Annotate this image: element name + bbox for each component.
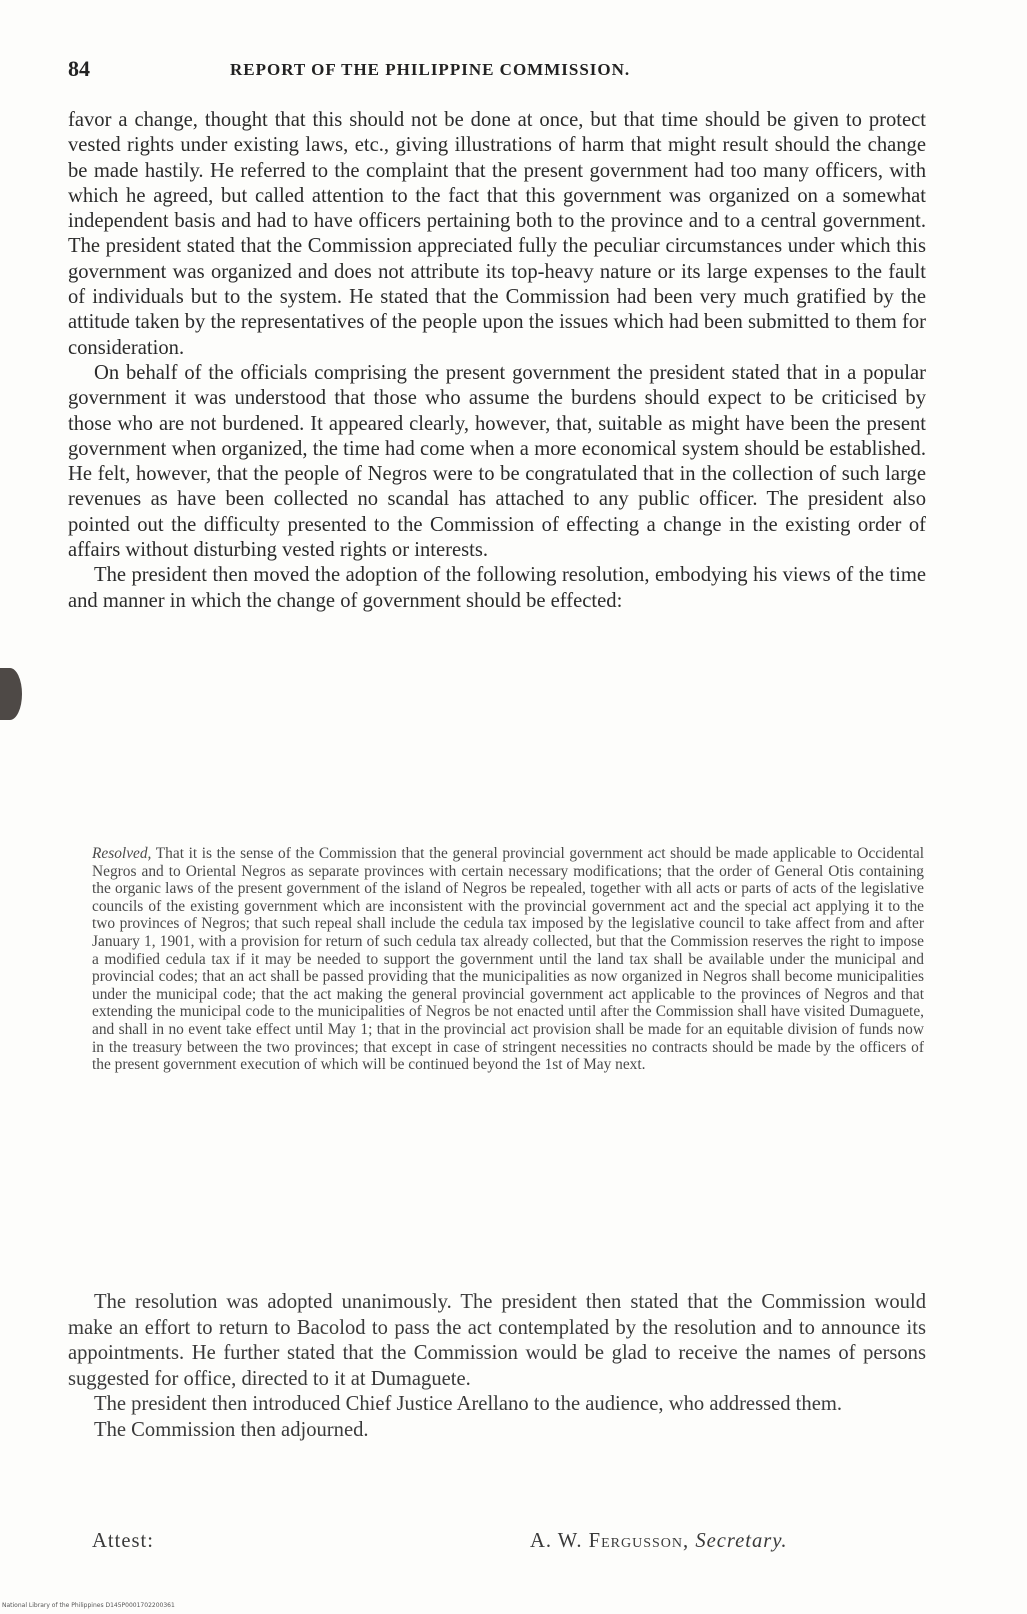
paragraph-introduction: The president then introduced Chief Justice Arellano to the audience, who addressed them.: [94, 1393, 843, 1415]
attest-label: Attest:: [92, 1530, 154, 1552]
paragraph-motion: The president then moved the adoption of the following resolution, embodying his views of the time and manner in which the change of government should be effected:: [68, 564, 926, 612]
resolution-block: [92, 845, 924, 1074]
page-number: 84: [68, 56, 90, 81]
resolution-text: That it is the sense of the Commission that the general provincial government act should be made applicable to Occidental Negros and to Oriental Negros as separate provinces with certain necessary modifications; that the order of General Otis containing the organic laws of the present government of the island of Negros be repealed, together with all acts or parts of acts of the legislative councils of the existing government which are inconsistent with the provincial government act and the special act applying it to the two provinces of Negros; that such repeal shall include the cedula tax imposed by the legislative council to take affect from and after January 1, 1901, with a provision for return of such cedula tax already collected, but that the Commission reserves the right to impose a modified cedula tax if it may be needed to support the government until the land tax shall be available under the municipal and provincial codes; that an act shall be passed providing that the municipalities as now organized in Negros shall become municipalities under the municipal code; that the act making the general provincial government act applicable to the provinces of Negros and that extending the municipal code to the municipalities of Negros be not enacted until after the Commission shall have visited Dumaguete, and shall in no event take effect until May 1; that in the provincial act provision shall be made for an equitable division of funds now in the treasury between the two provinces; that except in case of stringent necessities no contracts should be made by the officers of the present government execution of which will be continued beyond the 1st of May next.: [92, 845, 925, 1074]
signer-title: Secretary.: [695, 1530, 788, 1552]
signer-name: A. W. Fergusson,: [530, 1530, 690, 1552]
scan-margin-blot: [0, 668, 22, 720]
paragraph-adopted: The resolution was adopted unanimously. The president then stated that the Commission would make an effort to return to Bacolod to pass the act contemplated by the resolution and to announce its appointments. He further stated that the Commission would be glad to receive the names of persons suggested for office, directed to it at Dumaguete.: [68, 1291, 926, 1390]
resolution-lead: Resolved,: [92, 845, 152, 862]
running-head: REPORT OF THE PHILIPPINE COMMISSION.: [230, 60, 631, 79]
page-header: [68, 56, 948, 86]
signer: [530, 1530, 787, 1553]
signature-block: [92, 1530, 926, 1560]
paragraph-officials: On behalf of the officials comprising the present government the president stated that in a popular government it was understood that those who assume the burdens should expect to be criticised by those who are not burdened. It appeared clearly, however, that, suitable as might have been the present government when organized, the time had come when a more economical system should be established. He felt, however, that the people of Negros were to be congratulated that in the collection of such large revenues as have been collected no scandal has attached to any public officer. The president also pointed out the difficulty presented to the Commission of effecting a change in the existing order of affairs without disturbing vested rights or interests.: [68, 361, 926, 562]
scan-credit: National Library of the Philippines D145P0001702200361: [2, 1602, 175, 1609]
body-text: [68, 108, 926, 614]
paragraph-continuation: favor a change, thought that this should not be done at once, but that time should be given to protect vested rights under existing laws, etc., giving illustrations of harm that might result should the change be made hastily. He referred to the complaint that the present government had too many officers, with which he agreed, but called attention to the fact that this government was organized on a somewhat independent basis and had to have officers pertaining both to the province and to a central government. The president stated that the Commission appreciated fully the peculiar circumstances under which this government was organized and does not attribute its top-heavy nature or its large expenses to the fault of individuals but to the system. He stated that the Commission had been very much gratified by the attitude taken by the representatives of the people upon the issues which had been submitted to them for consideration.: [68, 109, 926, 359]
paragraph-adjourned: The Commission then adjourned.: [94, 1418, 369, 1441]
closing-text: [68, 1290, 926, 1443]
